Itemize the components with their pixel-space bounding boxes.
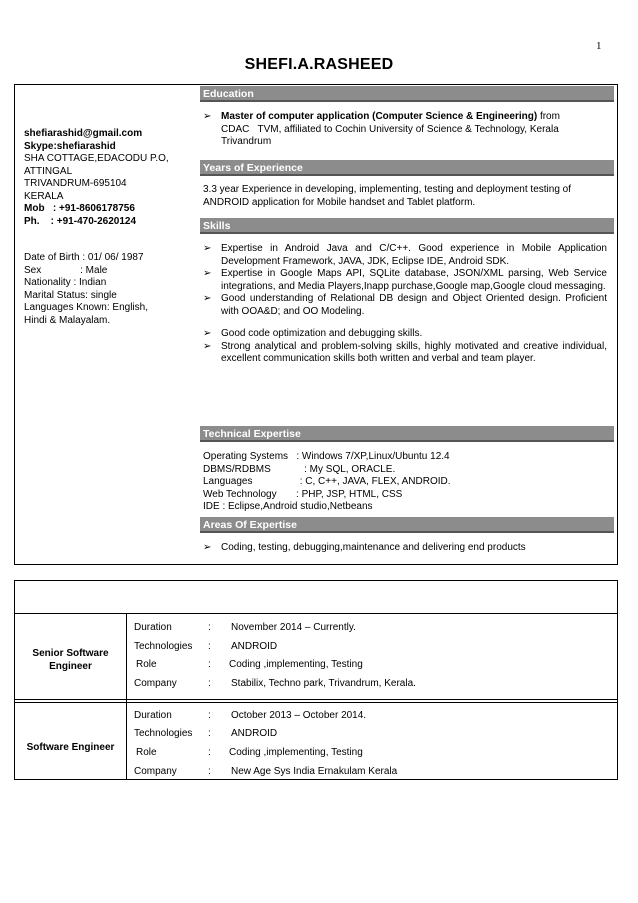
- technologies-label: Technologies: [134, 728, 193, 739]
- company-label: Company: [134, 678, 177, 689]
- technologies-value: ANDROID: [231, 641, 278, 652]
- list-item: ➢ Expertise in Google Maps API, SQLite database, JSON/XML parsing, Web Service integrations, and Media Players,Inapp purchase,Google map,Google cloud messaging.: [203, 268, 607, 292]
- arrow-bullet-icon: ➢: [203, 111, 212, 122]
- arrow-bullet-icon: ➢: [203, 243, 212, 254]
- list-item: ➢ Expertise in Android Java and C/C++. Good experience in Mobile Application Development Framework, JAVA, JDK, Eclipse IDE, Android SDK.: [203, 243, 607, 267]
- tech-web: Web Technology : PHP, JSP, HTML, CSS: [203, 488, 403, 500]
- education-from: from: [537, 111, 560, 122]
- technical-section: [203, 451, 607, 514]
- row-divider: [15, 699, 617, 700]
- date-of-birth: Date of Birth : 01/ 06/ 1987: [24, 252, 144, 263]
- list-item: ➢ Strong analytical and problem-solving skills, highly motivated and creative individual, excellent communication skills both written and verbal and team player.: [203, 340, 607, 364]
- colon: :: [208, 659, 211, 670]
- areas-section: [203, 542, 607, 555]
- experience-heading: Years of Experience: [200, 160, 614, 176]
- colon: :: [208, 747, 211, 758]
- sex: Sex : Male: [24, 264, 108, 276]
- address-line: KERALA: [24, 190, 64, 202]
- candidate-name: SHEFI.A.RASHEED: [244, 56, 394, 73]
- arrow-bullet-icon: ➢: [203, 268, 212, 279]
- skype: Skype:shefiarashid: [24, 140, 116, 152]
- education-degree: Master of computer application (Computer Science & Engineering): [221, 111, 538, 122]
- company-value: Stabilix, Techno park, Trivandrum, Kerala.: [231, 678, 416, 689]
- technical-heading: Technical Expertise: [200, 426, 614, 442]
- column-divider: [126, 613, 127, 780]
- experience-text: 3.3 year Experience in developing, implementing, testing and deployment testing of ANDROID application for Mobile handset and Tablet platform.: [203, 184, 572, 208]
- left-column: [24, 128, 194, 327]
- colon: :: [208, 641, 211, 652]
- duration-label: Duration: [134, 622, 172, 633]
- marital-status: Marital Status: single: [24, 289, 117, 301]
- arrow-bullet-icon: ➢: [203, 293, 212, 304]
- tech-os: Operating Systems : Windows 7/XP,Linux/Ubuntu 12.4: [203, 451, 450, 462]
- languages-known: Languages Known: English,: [24, 302, 148, 313]
- role-label: Role: [136, 747, 157, 758]
- tech-languages: Languages : C, C++, JAVA, FLEX, ANDROID.: [203, 476, 451, 487]
- technologies-value: ANDROID: [231, 728, 278, 739]
- address-line: TRIVANDRUM-695104: [24, 178, 127, 189]
- page-number: 1: [596, 40, 602, 52]
- row-divider: [15, 702, 617, 703]
- list-item: ➢ Good understanding of Relational DB design and Object Oriented design. Proficient with OOA&D; and OO Modeling.: [203, 293, 607, 317]
- education-section: [203, 111, 607, 149]
- tech-ide: IDE : Eclipse,Android studio,Netbeans: [203, 501, 373, 512]
- areas-heading: Areas Of Expertise: [200, 517, 614, 533]
- colon: :: [208, 766, 211, 777]
- colon: :: [208, 710, 211, 721]
- job-title: Senior Software Engineer: [32, 648, 109, 672]
- phone: Ph. : +91-470-2620124: [24, 215, 137, 227]
- education-institute: CDAC TVM, affiliated to Cochin University of Science & Technology, Kerala: [221, 123, 559, 135]
- colon: :: [208, 622, 211, 633]
- education-heading: Education: [200, 86, 614, 102]
- mobile: Mob : +91-8606178756: [24, 203, 135, 214]
- experience-table: [14, 580, 618, 780]
- email[interactable]: shefiarashid@gmail.com: [24, 128, 143, 139]
- arrow-bullet-icon: ➢: [203, 542, 212, 553]
- tech-db: DBMS/RDBMS : My SQL, ORACLE.: [203, 463, 396, 475]
- job-title: Software Engineer: [26, 742, 115, 753]
- table-header-row: [15, 581, 617, 614]
- list-item: ➢ Good code optimization and debugging skills.: [203, 328, 423, 339]
- list-item: ➢ Coding, testing, debugging,maintenance and delivering end products: [203, 542, 526, 553]
- arrow-bullet-icon: ➢: [203, 328, 212, 339]
- skills-list: [203, 243, 607, 366]
- technologies-label: Technologies: [134, 641, 193, 652]
- company-label: Company: [134, 766, 177, 777]
- address-line: ATTINGAL: [24, 165, 73, 177]
- company-value: New Age Sys India Ernakulam Kerala: [231, 766, 398, 777]
- skills-heading: Skills: [200, 218, 614, 234]
- languages-known-cont: Hindi & Malayalam.: [24, 314, 111, 326]
- education-city: Trivandrum: [221, 136, 272, 147]
- duration-value: October 2013 – October 2014.: [231, 710, 367, 721]
- role-value: Coding ,implementing, Testing: [229, 659, 363, 670]
- arrow-bullet-icon: ➢: [203, 340, 212, 352]
- role-value: Coding ,implementing, Testing: [229, 747, 363, 758]
- nationality: Nationality : Indian: [24, 277, 107, 288]
- duration-label: Duration: [134, 710, 172, 721]
- colon: :: [208, 728, 211, 739]
- address-line: SHA COTTAGE,EDACODU P.O,: [24, 153, 169, 164]
- colon: :: [208, 678, 211, 689]
- duration-value: November 2014 – Currently.: [231, 622, 356, 633]
- role-label: Role: [136, 659, 157, 670]
